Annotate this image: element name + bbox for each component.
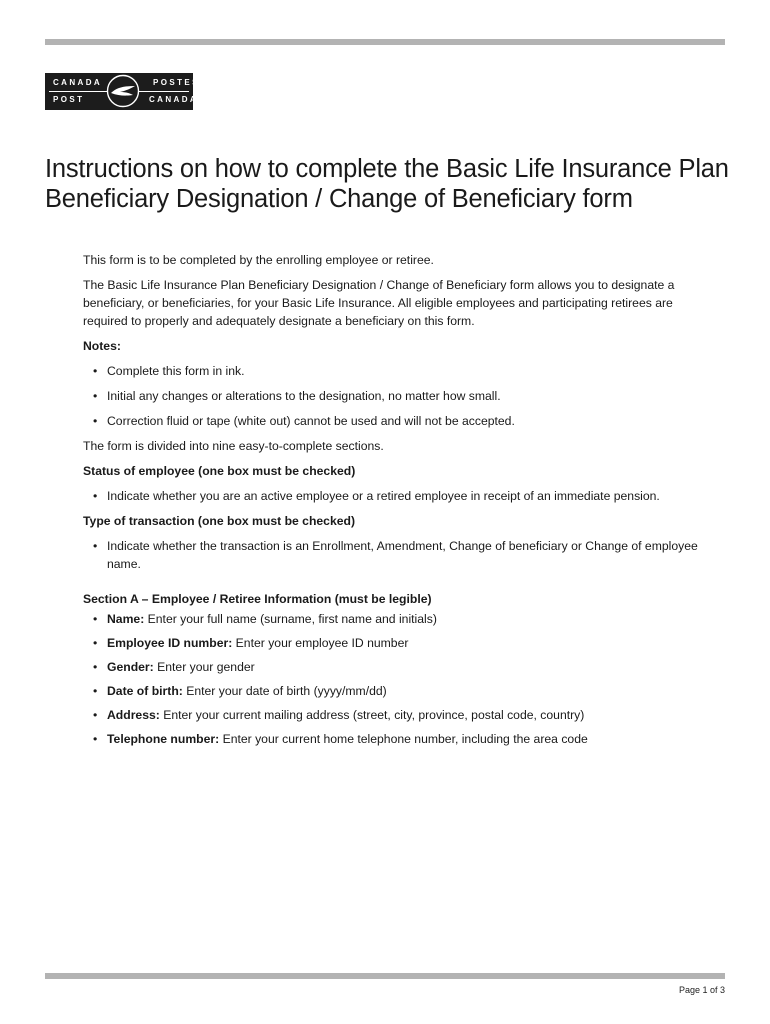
logo-text-postes: POSTES: [153, 78, 200, 87]
logo-text-post: POST: [53, 95, 85, 104]
list-item: • Indicate whether the transaction is an Enrollment, Amendment, Change of beneficiary or Change of employee name.: [83, 537, 703, 573]
canada-post-logo: [45, 73, 200, 110]
sections-paragraph: The form is divided into nine easy-to-complete sections.: [83, 439, 384, 453]
list-item: [83, 634, 703, 652]
field-description: Enter your employee ID number: [232, 636, 409, 650]
section-a-list: [83, 610, 703, 748]
field-description: Enter your current mailing address (street, city, province, postal code, country): [159, 708, 585, 722]
field-description: Enter your current home telephone number, including the area code: [219, 732, 588, 746]
status-heading: Status of employee (one box must be checked): [83, 464, 356, 478]
top-rule: [45, 39, 725, 45]
transaction-heading: Type of transaction (one box must be checked): [83, 514, 356, 528]
eagle-emblem-icon: [105, 74, 141, 108]
list-item: • Complete this form in ink.: [83, 362, 703, 380]
transaction-list: [83, 537, 703, 573]
list-item: [83, 610, 703, 628]
logo-text-canada: CANADA: [53, 78, 103, 87]
notes-list: [83, 362, 703, 430]
intro-paragraph-2: The Basic Life Insurance Plan Beneficiary Designation / Change of Beneficiary form allows you to designate a beneficiary, or beneficiaries, for your Basic Life Insurance. All eligible employees and participating retirees are required to properly and adequately designate a beneficiary on this form.: [83, 278, 675, 328]
logo-text-canada-fr: CANADA: [149, 95, 199, 104]
page-title: Instructions on how to complete the Basic Life Insurance Plan Beneficiary Designation / Change of Beneficiary form: [45, 155, 729, 213]
intro-paragraph-1: This form is to be completed by the enrolling employee or retiree.: [83, 253, 434, 267]
field-label: Gender:: [107, 660, 154, 674]
page-number: Page 1 of 3: [678, 985, 725, 995]
field-description: Enter your date of birth (yyyy/mm/dd): [182, 684, 387, 698]
instructions-body: [83, 251, 703, 748]
list-item: [83, 730, 703, 748]
list-item: • Correction fluid or tape (white out) cannot be used and will not be accepted.: [83, 412, 703, 430]
field-description: Enter your gender: [153, 660, 255, 674]
field-label: Name:: [107, 612, 145, 626]
field-description: Enter your full name (surname, first name and initials): [144, 612, 437, 626]
list-item: [83, 658, 703, 676]
field-label: Employee ID number:: [107, 636, 233, 650]
list-item: [83, 706, 703, 724]
list-item: [83, 682, 703, 700]
notes-heading: Notes:: [83, 339, 121, 353]
list-item: • Indicate whether you are an active employee or a retired employee in receipt of an immediate pension.: [83, 487, 703, 505]
field-label: Date of birth:: [107, 684, 183, 698]
section-a-heading: Section A – Employee / Retiree Information (must be legible): [83, 592, 432, 606]
field-label: Address:: [107, 708, 160, 722]
list-item: • Initial any changes or alterations to the designation, no matter how small.: [83, 387, 703, 405]
bottom-rule: [45, 973, 725, 979]
status-list: [83, 487, 703, 505]
field-label: Telephone number:: [107, 732, 220, 746]
